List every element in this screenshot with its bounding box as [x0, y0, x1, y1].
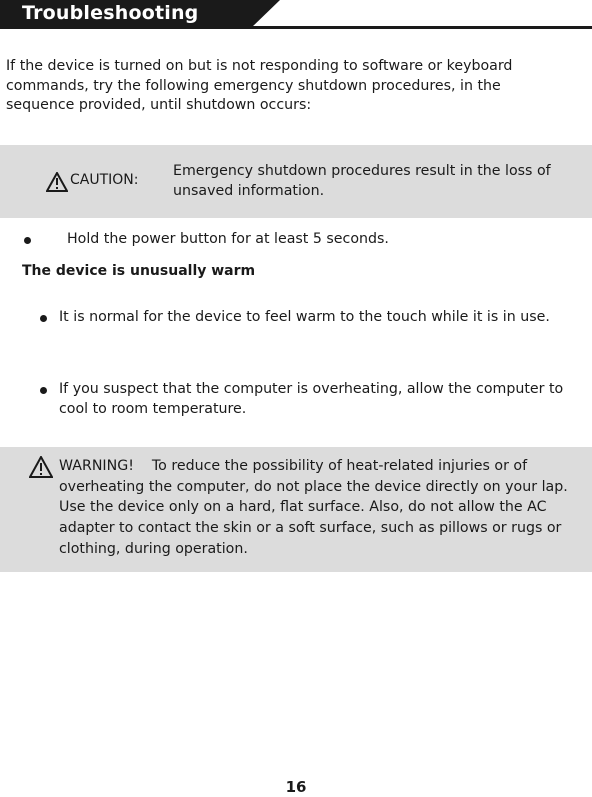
warning-triangle-icon — [46, 172, 68, 192]
caution-text: Emergency shutdown procedures result in the loss of unsaved information. — [173, 163, 551, 199]
intro-paragraph: If the device is turned on but is not responding to software or keyboard commands, try the following emergency shutdown procedures, in the sequence provided, until shutdown occurs: — [6, 58, 513, 113]
section-title: Troubleshooting — [22, 2, 199, 24]
warning-triangle-icon — [29, 456, 53, 478]
bullet — [40, 315, 47, 322]
warning-label: WARNING! — [59, 458, 134, 474]
warning-text — [59, 456, 569, 560]
caution-label: CAUTION: — [70, 172, 139, 188]
step-item: Hold the power button for at least 5 seconds. — [67, 231, 389, 247]
list-item: It is normal for the device to feel warm to the touch while it is in use. — [59, 309, 550, 325]
bullet — [24, 237, 31, 244]
bullet — [40, 387, 47, 394]
page-number: 16 — [285, 778, 307, 796]
list-item: If you suspect that the computer is overheating, allow the computer to cool to room temperature. — [59, 381, 564, 417]
warning-body: To reduce the possibility of heat-related injuries or of overheating the computer, do not place the device directly on your lap. Use the device only on a hard, flat surface. Also, do not allow the AC adapter to contact the skin or a soft surface, such as pillows or rugs or clothing, during operation. — [59, 458, 568, 557]
subheading: The device is unusually warm — [22, 263, 256, 279]
